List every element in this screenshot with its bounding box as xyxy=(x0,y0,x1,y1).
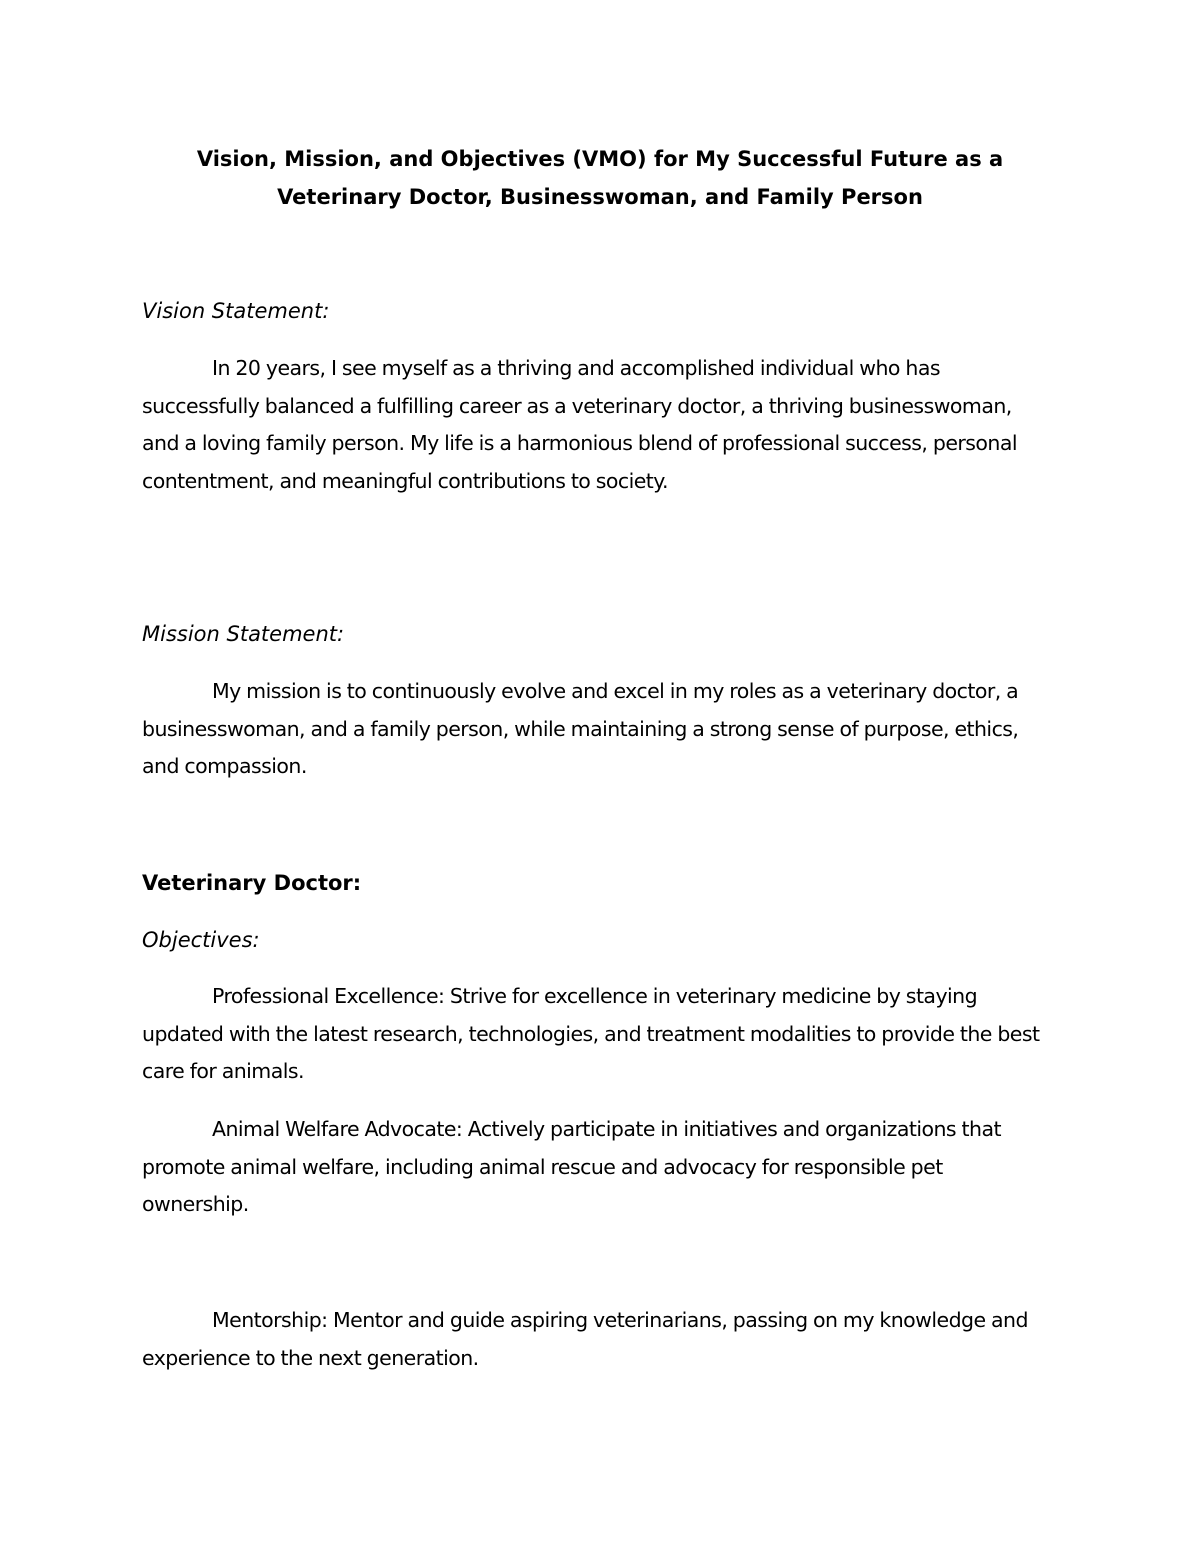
document-title xyxy=(140,140,1060,216)
vision-heading: Vision Statement: xyxy=(142,299,330,323)
veterinary-doctor-heading: Veterinary Doctor: xyxy=(142,871,362,895)
objective-mentorship: Mentorship: Mentor and guide aspiring veterinarians, passing on my knowledge and experience to the next generation. xyxy=(142,1308,1028,1370)
objective-animal-welfare-advocate: Animal Welfare Advocate: Actively participate in initiatives and organizations that promote animal welfare, including animal rescue and advocacy for responsible pet ownership. xyxy=(142,1117,1001,1216)
title-line-1: Vision, Mission, and Objectives (VMO) for My Successful Future as a xyxy=(196,147,1004,171)
title-line-2: Veterinary Doctor, Businesswoman, and Family Person xyxy=(277,185,923,209)
objectives-heading: Objectives: xyxy=(142,928,260,952)
mission-heading: Mission Statement: xyxy=(142,622,345,646)
objective-professional-excellence: Professional Excellence: Strive for excellence in veterinary medicine by staying updated with the latest research, technologies, and treatment modalities to provide the best care for animals. xyxy=(142,984,1040,1083)
vision-body: In 20 years, I see myself as a thriving and accomplished individual who has successfully balanced a fulfilling career as a veterinary doctor, a thriving businesswoman, and a loving family person. My life is a harmonious blend of professional success, personal contentment, and meaningful contributions to society. xyxy=(142,356,1017,493)
mission-body: My mission is to continuously evolve and excel in my roles as a veterinary doctor, a businesswoman, and a family person, while maintaining a strong sense of purpose, ethics, and compassion. xyxy=(142,679,1019,778)
